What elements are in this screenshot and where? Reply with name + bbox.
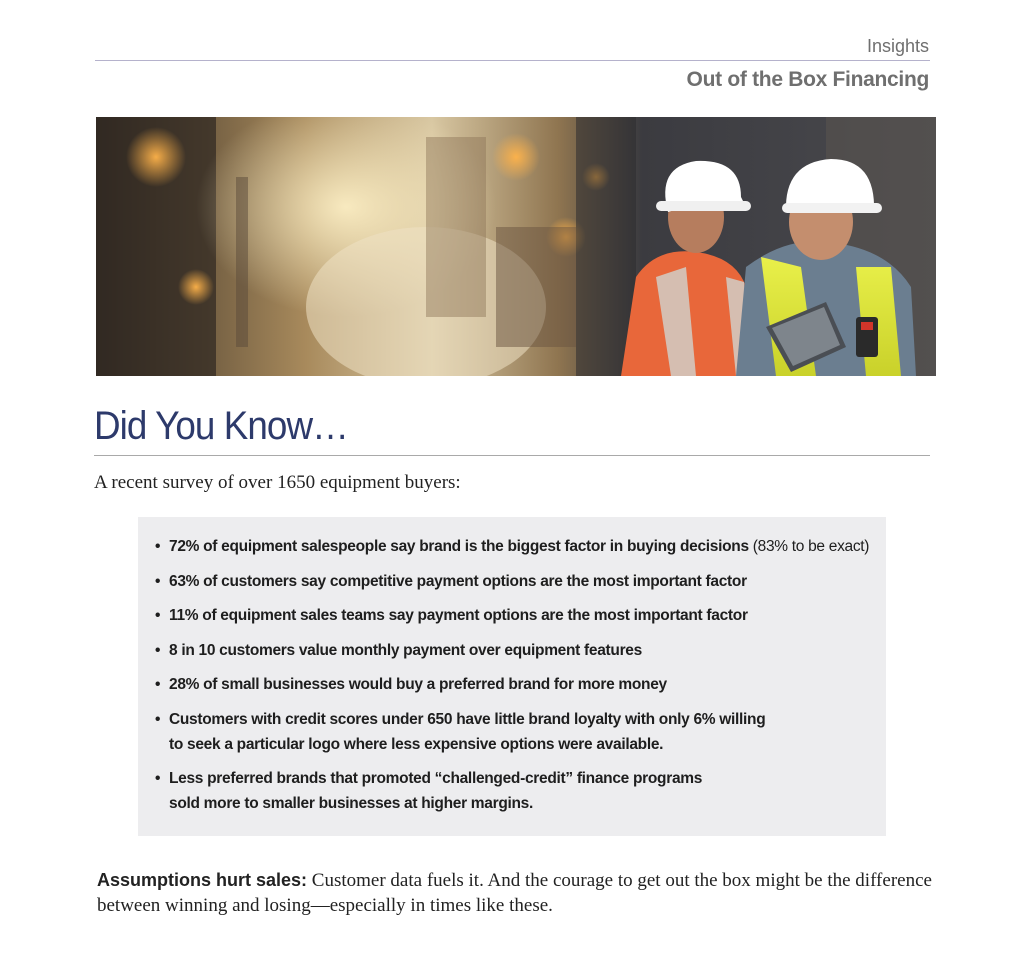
bullet: •: [155, 607, 161, 624]
bullet: •: [155, 770, 161, 787]
stats-list: [155, 534, 880, 826]
list-item: [155, 672, 880, 697]
stat-text-line2: to seek a particular logo where less expensive options were available.: [169, 735, 664, 753]
hero-image: [96, 117, 936, 376]
intro-text: A recent survey of over 1650 equipment buyers:: [94, 472, 461, 493]
bullet: •: [155, 538, 161, 555]
list-item: [155, 707, 880, 757]
stat-text-line2: sold more to smaller businesses at higher margins.: [169, 795, 534, 812]
header-divider: [95, 60, 930, 61]
stat-text: 8 in 10 customers value monthly payment over equipment features: [169, 641, 642, 659]
list-item: [155, 603, 880, 628]
bullet: •: [155, 676, 161, 693]
list-item: [155, 534, 880, 559]
bullet: •: [155, 641, 161, 659]
stat-text-line1: Customers with credit scores under 650 have little brand loyalty with only 6% willing: [169, 710, 766, 728]
footer-lead: Assumptions hurt sales:: [97, 870, 308, 890]
bullet: •: [155, 710, 161, 728]
footer-paragraph: [97, 868, 937, 918]
section-label: Insights: [866, 36, 929, 56]
stats-box: [138, 517, 886, 836]
stat-note: (83% to be exact): [748, 538, 870, 555]
list-item: [155, 638, 880, 663]
footer-body: Customer data fuels it. And the courage to get out the box might be the difference between winning and losing—especially in times like these.: [97, 870, 932, 916]
stat-text-line1: Less preferred brands that promoted “challenged-credit” finance programs: [169, 770, 703, 787]
list-item: [155, 766, 880, 816]
stat-text: 11% of equipment sales teams say payment options are the most important factor: [169, 607, 748, 624]
stat-text: 28% of small businesses would buy a preferred brand for more money: [169, 676, 667, 693]
bullet: •: [155, 572, 161, 590]
section-heading: Did You Know…: [94, 404, 349, 448]
stat-text: 63% of customers say competitive payment options are the most important factor: [169, 572, 747, 590]
list-item: [155, 569, 880, 594]
document-title: Out of the Box Financing: [686, 68, 929, 91]
industrial-workers-photo-icon: [96, 117, 936, 376]
heading-divider: [94, 455, 930, 456]
stat-text: 72% of equipment salespeople say brand is the biggest factor in buying decisions: [169, 538, 749, 555]
